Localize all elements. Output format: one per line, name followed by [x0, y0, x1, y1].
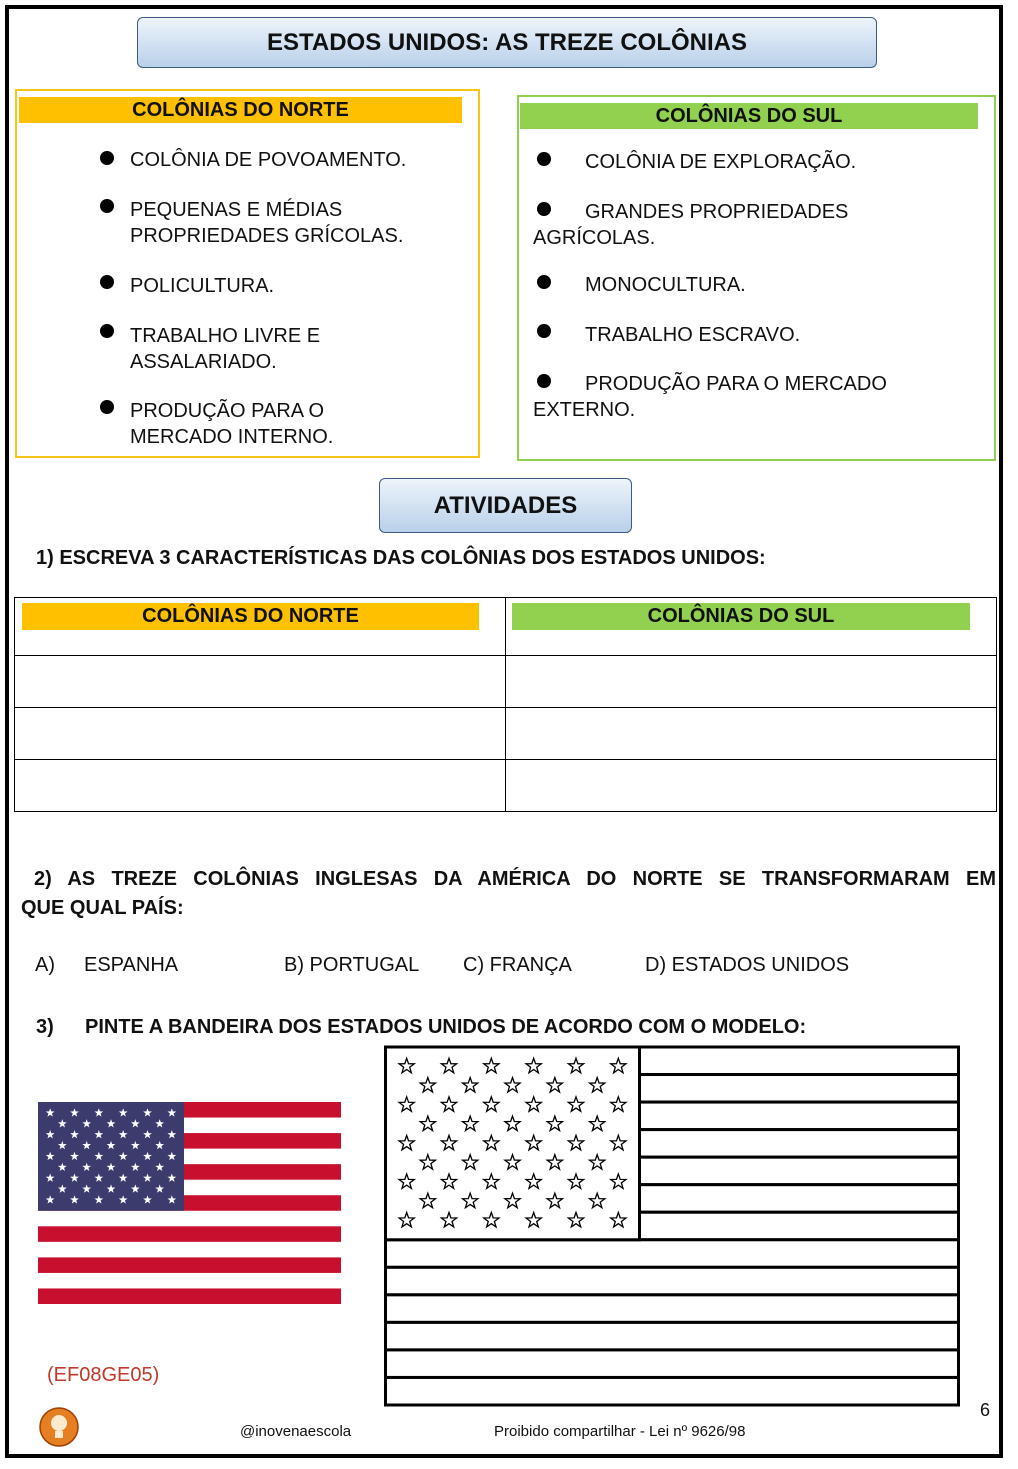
norte-item: PEQUENAS E MÉDIAS PROPRIEDADES GRÍCOLAS.	[130, 199, 404, 247]
footer-notice: Proibido compartilhar - Lei nº 9626/98	[494, 1423, 746, 1440]
flag-stripe[interactable]	[386, 1322, 959, 1350]
sul-panel	[517, 95, 996, 461]
sul-item: PRODUÇÃO PARA O MERCADO EXTERNO.	[533, 373, 887, 421]
flag-stripe	[38, 1257, 341, 1273]
table-header-norte	[15, 598, 506, 656]
option-c[interactable]: C) FRANÇA	[463, 954, 572, 976]
answer-cell[interactable]	[506, 760, 997, 812]
answer-cell[interactable]	[15, 760, 506, 812]
answer-table	[14, 597, 997, 812]
flag-stripe[interactable]	[386, 1240, 959, 1268]
sul-item: TRABALHO ESCRAVO.	[585, 324, 801, 346]
flag-stripe[interactable]	[386, 1295, 959, 1323]
answer-cell[interactable]	[15, 656, 506, 708]
option-b[interactable]: B) PORTUGAL	[284, 954, 420, 976]
sul-item: GRANDES PROPRIEDADES AGRÍCOLAS.	[533, 201, 849, 249]
flag-stripe	[38, 1226, 341, 1242]
footer-handle: @inovenaescola	[240, 1423, 352, 1440]
sul-item: MONOCULTURA.	[585, 274, 746, 296]
flag-stripe	[38, 1242, 341, 1258]
question-3: PINTE A BANDEIRA DOS ESTADOS UNIDOS DE ACORDO COM O MODELO:	[85, 1016, 807, 1038]
answer-cell[interactable]	[15, 708, 506, 760]
table-header-sul	[506, 598, 997, 656]
activities-title: ATIVIDADES	[379, 478, 632, 533]
question-3-number: 3)	[36, 1016, 54, 1038]
table-header-norte-label: COLÔNIAS DO NORTE	[22, 603, 479, 630]
bullet-icon	[100, 400, 114, 414]
norte-item: TRABALHO LIVRE E ASSALARIADO.	[130, 325, 321, 373]
sul-item: COLÔNIA DE EXPLORAÇÃO.	[585, 151, 857, 173]
us-flag-outline[interactable]	[384, 1045, 960, 1407]
norte-item: PRODUÇÃO PARA O MERCADO INTERNO.	[130, 400, 334, 448]
school-logo-icon	[38, 1407, 80, 1447]
bullet-icon	[100, 324, 114, 338]
option-a-letter[interactable]: A)	[35, 954, 55, 976]
flag-stripe[interactable]	[386, 1267, 959, 1295]
skill-code: (EF08GE05)	[47, 1364, 160, 1386]
norte-item: COLÔNIA DE POVOAMENTO.	[130, 149, 407, 171]
question-2-line2: QUE QUAL PAÍS:	[21, 897, 184, 919]
table-header-sul-label: COLÔNIAS DO SUL	[512, 603, 970, 630]
question-1: 1) ESCREVA 3 CARACTERÍSTICAS DAS COLÔNIAS DOS ESTADOS UNIDOS:	[36, 547, 766, 569]
flag-stripe	[38, 1273, 341, 1289]
flag-stripe[interactable]	[386, 1350, 959, 1378]
flag-stripe	[38, 1211, 341, 1227]
norte-panel-title: COLÔNIAS DO NORTE	[19, 97, 462, 123]
sul-panel-title: COLÔNIAS DO SUL	[520, 103, 978, 129]
answer-cell[interactable]	[506, 656, 997, 708]
norte-panel	[15, 89, 480, 458]
option-a[interactable]: ESPANHA	[84, 954, 179, 976]
flag-canton	[38, 1102, 184, 1211]
page-number: 6	[980, 1400, 991, 1420]
answer-cell[interactable]	[506, 708, 997, 760]
bullet-icon	[100, 151, 114, 165]
flag-stripe[interactable]	[386, 1377, 959, 1405]
flag-stripe	[38, 1288, 341, 1304]
option-d[interactable]: D) ESTADOS UNIDOS	[645, 954, 850, 976]
bullet-icon	[100, 275, 114, 289]
norte-item: POLICULTURA.	[130, 275, 275, 297]
page-title: ESTADOS UNIDOS: AS TREZE COLÔNIAS	[137, 17, 877, 68]
question-2-line1: 2) AS TREZE COLÔNIAS INGLESAS DA AMÉRICA DO NORTE SE TRANSFORMARAM EM	[34, 868, 996, 890]
bullet-icon	[100, 199, 114, 213]
us-flag-model	[38, 1102, 341, 1304]
